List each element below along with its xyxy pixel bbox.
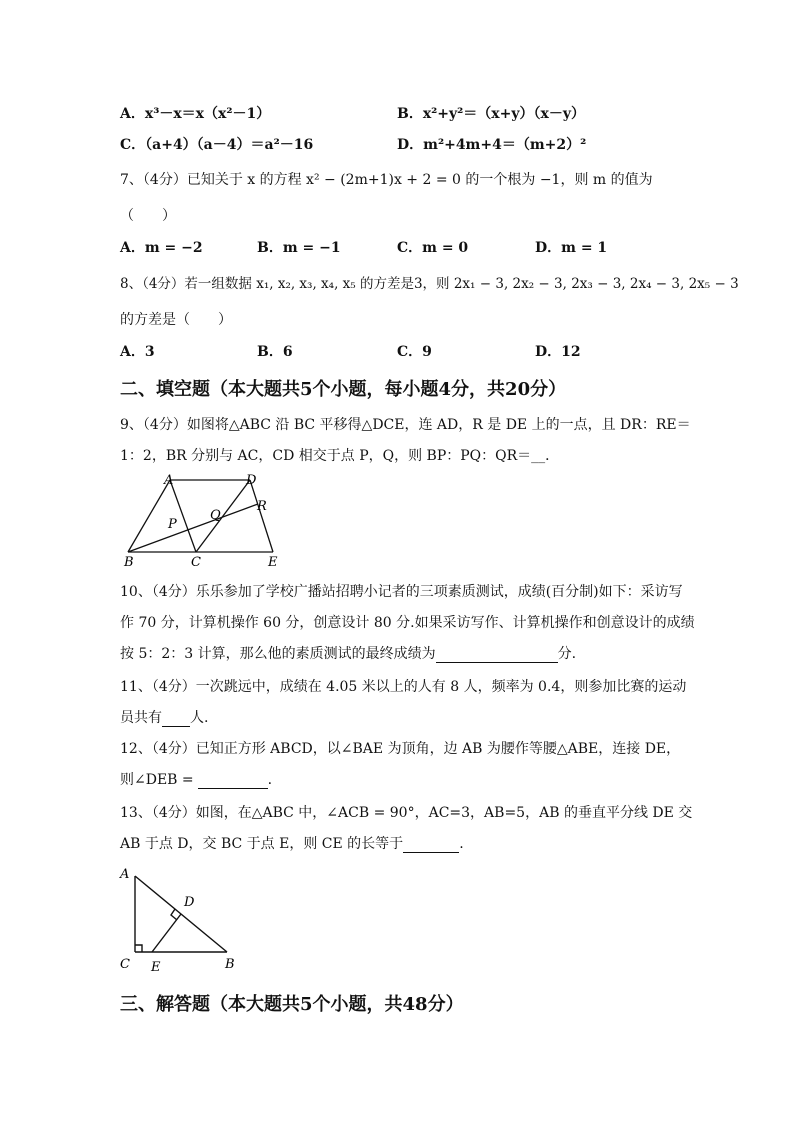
- q9-label-q: Q: [210, 508, 221, 523]
- q11-answer-blank[interactable]: [162, 712, 190, 727]
- q9-figure: [118, 470, 288, 570]
- q11-line-2a: 员共有: [120, 710, 162, 726]
- q13-line-2b: .: [459, 836, 464, 852]
- section-3-heading: 三、解答题（本大题共5个小题，共48分）: [120, 994, 464, 1015]
- q9-label-r: R: [257, 499, 267, 514]
- q13-label-a: A: [120, 867, 130, 882]
- q13-line-2a: AB 于点 D，交 BC 于点 E，则 CE 的长等于: [120, 836, 404, 852]
- q13-line-1: 13、（4分）如图，在△ABC 中，∠ACB = 90°，AC=3，AB=5，AB 的垂直平分线 DE 交: [120, 805, 693, 821]
- q10-answer-blank[interactable]: [436, 648, 558, 663]
- q6-option-c: C．（a+4）（a－4）＝a²－16: [120, 137, 314, 153]
- q12-answer-blank[interactable]: [198, 774, 268, 789]
- q7-option-c: C．m = 0: [397, 240, 469, 256]
- q13-label-b: B: [225, 957, 235, 972]
- q13-line-2: [120, 835, 464, 853]
- q7-paren: （ ）: [120, 208, 176, 224]
- q9-label-d: D: [246, 473, 257, 488]
- q9-label-b: B: [124, 555, 134, 570]
- q7-option-d: D．m = 1: [535, 240, 608, 256]
- q7-option-a: A．m = −2: [120, 240, 203, 256]
- q13-answer-blank[interactable]: [403, 838, 459, 853]
- q8-option-b: B．6: [257, 344, 293, 360]
- q10-line-2: 作 70 分，计算机操作 60 分，创意设计 80 分.如果采访写作、计算机操作和创意设计的成绩: [120, 615, 695, 631]
- q8-option-d: D．12: [535, 344, 581, 360]
- section-2-heading: 二、填空题（本大题共5个小题，每小题4分，共20分）: [120, 379, 567, 400]
- q12-line-2: [120, 771, 272, 789]
- q12-line-2a: 则∠DEB =: [120, 772, 194, 788]
- q8-stem: 8、（4分）若一组数据 x₁, x₂, x₃, x₄, x₅ 的方差是3，则 2x₁ − 3, 2x₂ − 3, 2x₃ − 3, 2x₄ − 3, 2x₅ − 3: [120, 276, 739, 292]
- q9-label-p: P: [168, 517, 177, 532]
- q6-option-d: D．m²+4m+4＝（m+2）²: [397, 137, 587, 153]
- q8-option-c: C．9: [397, 344, 432, 360]
- q7-option-b: B．m = −1: [257, 240, 341, 256]
- q10-line-3b: 分.: [557, 646, 577, 662]
- q11-line-2: [120, 709, 208, 727]
- q9-label-e: E: [268, 555, 278, 570]
- q6-option-b: B．x²+y²＝（x+y）（x－y）: [397, 106, 586, 122]
- q10-line-3: [120, 645, 576, 663]
- q9-line-1: 9、（4分）如图将△ABC 沿 BC 平移得△DCE，连 AD，R 是 DE 上的一点，且 DR：RE＝: [120, 417, 691, 433]
- q11-line-2b: 人.: [190, 710, 209, 726]
- q7-stem: 7、（4分）已知关于 x 的方程 x² − (2m+1)x + 2 = 0 的一个根为 −1，则 m 的值为: [120, 172, 653, 188]
- q13-label-c: C: [120, 957, 130, 972]
- q13-label-d: D: [184, 895, 195, 910]
- q13-figure: [114, 862, 244, 974]
- q11-line-1: 11、（4分）一次跳远中，成绩在 4.05 米以上的人有 8 人，频率为 0.4，则参加比赛的运动: [120, 679, 687, 695]
- q8-option-a: A．3: [120, 344, 155, 360]
- q8-stem-cont: 的方差是（ ）: [120, 312, 232, 328]
- q12-line-2b: .: [267, 772, 273, 788]
- q10-line-1: 10、（4分）乐乐参加了学校广播站招聘小记者的三项素质测试，成绩(百分制)如下：采访写: [120, 584, 683, 600]
- q12-line-1: 12、（4分）已知正方形 ABCD，以∠BAE 为顶角，边 AB 为腰作等腰△ABE，连接 DE，: [120, 741, 681, 757]
- q9-label-c: C: [191, 555, 201, 570]
- q6-option-a: A．x³－x＝x（x²－1）: [120, 106, 271, 122]
- q13-label-e: E: [151, 960, 161, 974]
- q9-label-a: A: [164, 473, 174, 488]
- q10-line-3a: 按 5：2：3 计算，那么他的素质测试的最终成绩为: [120, 646, 436, 662]
- q9-line-2: 1：2，BR 分别与 AC，CD 相交于点 P，Q，则 BP：PQ：QR＝__．: [120, 448, 560, 464]
